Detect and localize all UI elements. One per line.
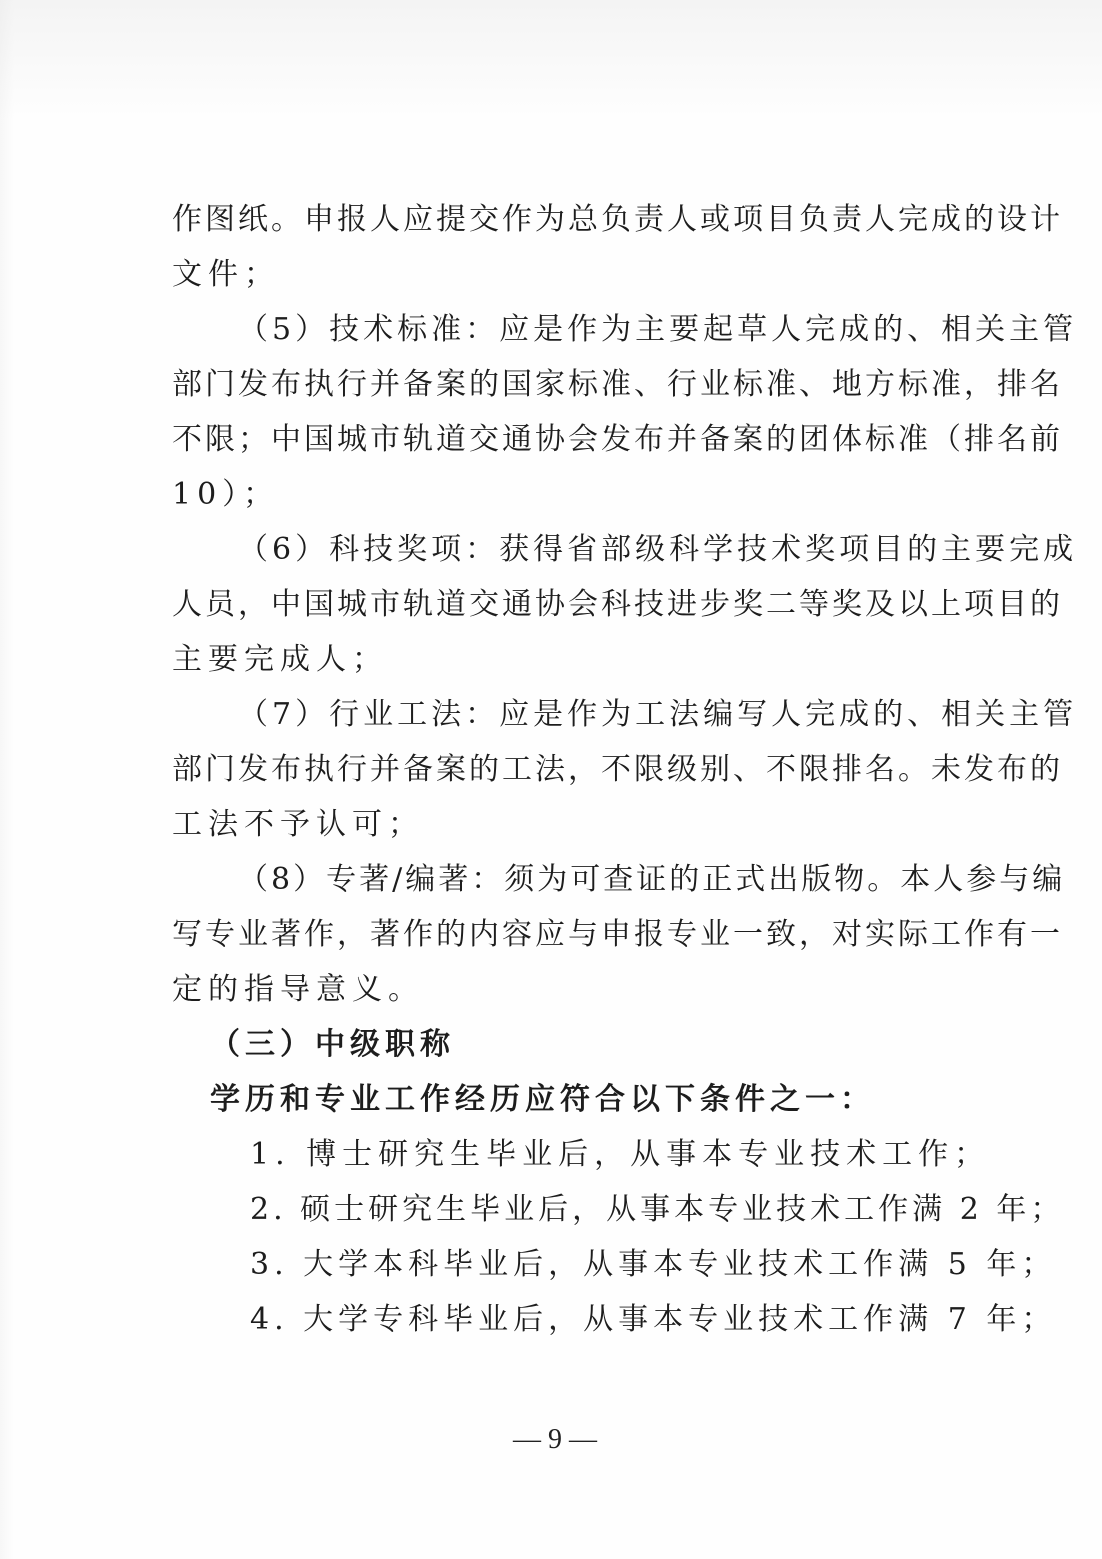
body-line-4: 部门发布执行并备案的国家标准、行业标准、地方标准，排名 xyxy=(172,367,1063,402)
condition-item-3: 3. 大学本科毕业后，从事本专业技术工作满 5 年； xyxy=(250,1247,1057,1282)
body-line-3: （5）技术标准：应是作为主要起草人完成的、相关主管 xyxy=(238,312,1078,347)
page-number: — 9 — xyxy=(513,1424,597,1455)
body-line-5: 不限；中国城市轨道交通协会发布并备案的团体标准（排名前 xyxy=(172,422,1063,457)
body-line-8: 人员，中国城市轨道交通协会科技进步奖二等奖及以上项目的 xyxy=(172,587,1063,622)
condition-item-2: 2. 硕士研究生毕业后，从事本专业技术工作满 2 年； xyxy=(250,1192,1065,1227)
body-line-7: （6）科技奖项：获得省部级科学技术奖项目的主要完成 xyxy=(238,532,1078,567)
body-line-10: （7）行业工法：应是作为工法编写人完成的、相关主管 xyxy=(238,697,1078,732)
condition-item-4: 4. 大学专科毕业后，从事本专业技术工作满 7 年； xyxy=(250,1302,1057,1337)
body-line-12: 工法不予认可； xyxy=(172,807,424,842)
section-subheading: 学历和专业工作经历应符合以下条件之一： xyxy=(210,1082,875,1117)
body-line-11: 部门发布执行并备案的工法，不限级别、不限排名。未发布的 xyxy=(172,752,1063,787)
body-line-15: 定的指导意义。 xyxy=(172,972,424,1007)
body-line-6: 10）； xyxy=(172,477,280,512)
condition-item-1: 1. 博士研究生毕业后，从事本专业技术工作； xyxy=(250,1137,991,1172)
body-line-1: 作图纸。申报人应提交作为总负责人或项目负责人完成的设计 xyxy=(172,202,1063,237)
scan-shadow-left xyxy=(0,0,14,1559)
body-line-14: 写专业著作，著作的内容应与申报专业一致，对实际工作有一 xyxy=(172,917,1063,952)
body-line-13: （8）专著/编著：须为可查证的正式出版物。本人参与编 xyxy=(238,862,1066,897)
scan-shadow-top xyxy=(0,0,1102,120)
body-line-9: 主要完成人； xyxy=(172,642,388,677)
body-line-2: 文件； xyxy=(172,257,280,292)
section-heading: （三）中级职称 xyxy=(210,1027,455,1062)
